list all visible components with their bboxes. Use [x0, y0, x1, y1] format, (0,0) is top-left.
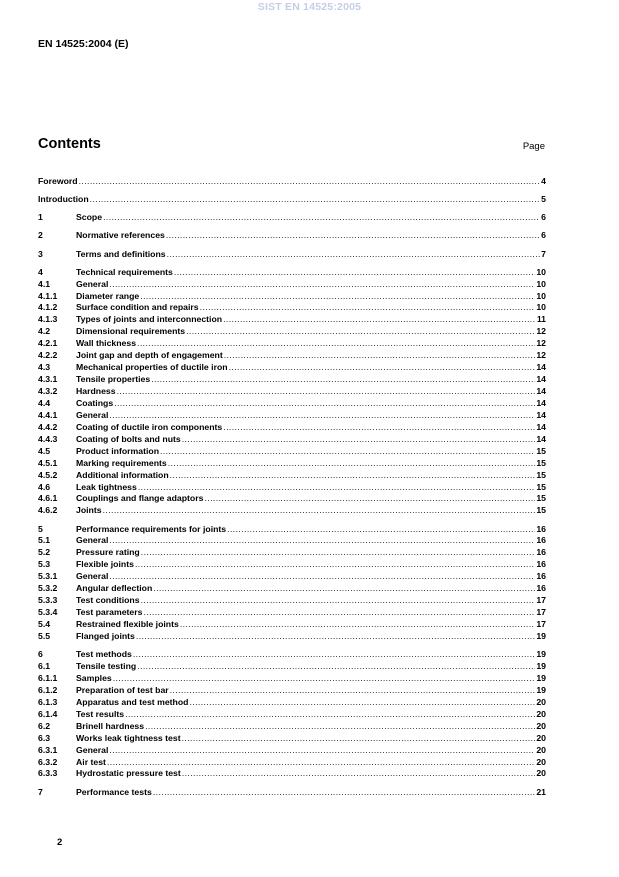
dot-leader [109, 535, 535, 547]
toc-entry[interactable] [38, 733, 546, 745]
dot-leader [224, 350, 536, 362]
table-of-contents [38, 176, 546, 799]
toc-entry-title: General [76, 571, 109, 582]
toc-entry-title: Couplings and flange adaptors [76, 493, 204, 504]
toc-entry-page: 16 [536, 583, 546, 594]
toc-entry-title: Test results [76, 708, 125, 719]
dot-leader [200, 302, 536, 314]
toc-entry-number: 4.2 [38, 326, 51, 337]
toc-entry[interactable] [38, 398, 546, 410]
toc-entry-number: 4.3.1 [38, 374, 58, 385]
toc-entry-page: 16 [536, 571, 546, 582]
toc-entry-title: Test methods [76, 649, 132, 660]
dot-leader [204, 493, 535, 505]
toc-entry-page: 7 [541, 248, 546, 259]
toc-entry[interactable] [38, 768, 546, 780]
dot-leader [227, 524, 535, 536]
toc-entry-title: Tensile testing [76, 661, 137, 671]
toc-entry[interactable] [38, 685, 546, 697]
toc-entry-page: 14 [536, 374, 546, 385]
toc-entry-number: 5.4 [38, 619, 51, 629]
toc-entry-page: 16 [536, 547, 546, 558]
toc-entry-page: 20 [536, 732, 546, 743]
toc-entry-page: 15 [536, 505, 546, 516]
toc-entry-title: Flexible joints [76, 559, 134, 570]
toc-entry-number: 2 [38, 230, 43, 241]
toc-entry-page: 16 [536, 559, 546, 570]
dot-leader [143, 607, 535, 619]
dot-leader [136, 631, 535, 643]
toc-entry-page: 14 [536, 421, 546, 432]
dot-leader [113, 673, 536, 685]
toc-entry-page: 21 [536, 786, 546, 797]
toc-entry[interactable] [38, 571, 546, 583]
toc-entry-page: 20 [536, 720, 546, 731]
dot-leader [140, 291, 535, 303]
toc-entry-page: 6 [541, 212, 546, 223]
toc-entry[interactable] [38, 757, 546, 769]
toc-entry-title: Samples [76, 672, 112, 683]
toc-entry-title: Terms and definitions [76, 248, 166, 259]
toc-entry[interactable] [38, 212, 546, 224]
toc-entry-page: 15 [536, 445, 546, 456]
dot-leader [174, 267, 535, 279]
toc-entry-page: 12 [536, 350, 546, 361]
toc-entry-page: 10 [536, 302, 546, 313]
toc-entry[interactable] [38, 446, 546, 458]
toc-entry-page: 14 [536, 397, 546, 408]
toc-entry-number: 6.1.1 [38, 672, 58, 683]
toc-entry[interactable] [38, 493, 546, 505]
dot-leader [182, 733, 536, 745]
dot-leader [117, 386, 536, 398]
toc-entry[interactable] [38, 559, 546, 571]
toc-entry-title: Flanged joints [76, 630, 135, 641]
dot-leader [125, 709, 535, 721]
toc-entry-number: 4.4.3 [38, 433, 58, 444]
dot-leader [160, 446, 535, 458]
toc-entry-number: 5.3 [38, 559, 51, 570]
dot-leader [189, 697, 535, 709]
toc-entry-title: Surface condition and repairs [76, 302, 199, 313]
toc-entry[interactable] [38, 649, 546, 661]
toc-entry-page: 10 [536, 278, 546, 289]
toc-entry-title: Marking requirements [76, 457, 167, 468]
dot-leader [109, 410, 535, 422]
toc-entry-page: 4 [541, 176, 546, 186]
toc-entry[interactable] [38, 326, 546, 338]
toc-entry-number: 4.1.1 [38, 290, 58, 301]
toc-entry-page: 20 [536, 708, 546, 719]
toc-entry-title: Leak tightness [76, 481, 137, 492]
toc-entry-title: Tensile properties [76, 374, 151, 385]
toc-entry[interactable] [38, 673, 546, 685]
toc-entry-title: Test conditions [76, 595, 140, 606]
dot-leader [103, 505, 536, 517]
dot-leader [109, 571, 535, 583]
toc-entry[interactable] [38, 194, 546, 206]
toc-entry[interactable] [38, 434, 546, 446]
toc-entry-number: 4.2.1 [38, 338, 58, 349]
dot-leader [151, 374, 535, 386]
toc-entry-number: 6.3.3 [38, 768, 58, 779]
toc-entry-title: Hydrostatic pressure test [76, 768, 181, 779]
toc-entry-number: 4 [38, 266, 43, 277]
toc-entry-page: 15 [536, 457, 546, 468]
toc-entry[interactable] [38, 279, 546, 291]
toc-entry-number: 6.1.2 [38, 684, 58, 695]
toc-entry[interactable] [38, 249, 546, 261]
toc-entry-title: Preparation of test bar [76, 684, 169, 695]
toc-entry[interactable] [38, 721, 546, 733]
toc-entry-number: 1 [38, 212, 43, 223]
dot-leader [180, 619, 535, 631]
toc-entry-page: 14 [536, 386, 546, 396]
toc-entry[interactable] [38, 745, 546, 757]
toc-entry-page: 19 [536, 684, 546, 695]
toc-entry-title: Brinell hardness [76, 720, 145, 731]
toc-entry-number: 4.4.2 [38, 421, 58, 432]
toc-entry-number: 6.1 [38, 661, 51, 671]
toc-entry-number: 5.3.4 [38, 607, 58, 618]
dot-leader [223, 422, 535, 434]
toc-entry-number: 4.4 [38, 397, 51, 408]
toc-entry-title: Coating of ductile iron components [76, 421, 223, 432]
toc-entry[interactable] [38, 374, 546, 386]
dot-leader [167, 249, 541, 261]
toc-entry[interactable] [38, 524, 546, 536]
dot-leader [109, 745, 535, 757]
dot-leader [141, 595, 536, 607]
toc-entry-title: Scope [76, 212, 103, 223]
dot-leader [79, 176, 541, 188]
toc-entry-title: Performance tests [76, 786, 152, 797]
toc-entry-page: 12 [536, 326, 546, 337]
toc-entry-page: 10 [536, 290, 546, 301]
toc-entry-number: 6.3.1 [38, 744, 58, 755]
toc-entry-title: Joint gap and depth of engagement [76, 350, 223, 361]
dot-leader [153, 583, 535, 595]
toc-entry-number: 6.2 [38, 720, 51, 731]
toc-entry-title: Coating of bolts and nuts [76, 433, 181, 444]
toc-entry-title: Normative references [76, 230, 165, 241]
toc-entry-title: Mechanical properties of ductile iron [76, 362, 228, 373]
toc-entry[interactable] [38, 583, 546, 595]
toc-entry-page: 20 [536, 756, 546, 767]
toc-entry-page: 15 [536, 469, 546, 480]
dot-leader [170, 685, 536, 697]
toc-entry[interactable] [38, 505, 546, 517]
toc-entry[interactable] [38, 619, 546, 631]
toc-entry-number: 5.3.2 [38, 583, 58, 594]
toc-entry-page: 16 [536, 523, 546, 534]
toc-entry[interactable] [38, 697, 546, 709]
toc-entry-number: 4.6.1 [38, 493, 58, 504]
dot-leader [166, 230, 540, 242]
document-id: EN 14525:2004 (E) [38, 38, 129, 50]
toc-entry-page: 15 [536, 493, 546, 504]
toc-entry[interactable] [38, 362, 546, 374]
page-column-label: Page [522, 141, 545, 152]
toc-entry[interactable] [38, 595, 546, 607]
toc-entry-page: 19 [536, 672, 546, 683]
toc-entry[interactable] [38, 267, 546, 279]
toc-entry-page: 10 [536, 266, 546, 277]
toc-entry-title: Test parameters [76, 607, 143, 618]
toc-entry-number: 6.1.4 [38, 708, 58, 719]
toc-entry-number: 4.2.2 [38, 350, 58, 361]
toc-entry-title: Apparatus and test method [76, 696, 189, 707]
toc-entry-title: Foreword [38, 176, 78, 186]
toc-entry[interactable] [38, 535, 546, 547]
toc-entry[interactable] [38, 422, 546, 434]
toc-entry[interactable] [38, 547, 546, 559]
toc-entry[interactable] [38, 607, 546, 619]
dot-leader [153, 787, 536, 799]
toc-entry-page: 14 [536, 433, 546, 444]
toc-entry-title: Dimensional requirements [76, 326, 186, 337]
toc-entry-title: Works leak tightness test [76, 732, 181, 743]
dot-leader [145, 721, 535, 733]
toc-entry-number: 4.1.3 [38, 314, 58, 325]
toc-entry-page: 17 [536, 595, 546, 606]
dot-leader [186, 326, 535, 338]
toc-entry-title: Product information [76, 445, 160, 456]
toc-entry-title: Angular deflection [76, 583, 153, 594]
watermark: SIST EN 14525:2005 [257, 1, 362, 13]
toc-entry-title: Air test [76, 756, 106, 767]
toc-entry-title: Performance requirements for joints [76, 523, 227, 534]
dot-leader [90, 194, 540, 206]
toc-entry[interactable] [38, 386, 546, 398]
toc-entry-page: 19 [536, 649, 546, 660]
dot-leader [141, 547, 536, 559]
dot-leader [103, 212, 540, 224]
toc-entry[interactable] [38, 350, 546, 362]
toc-entry-page: 11 [536, 314, 546, 325]
toc-entry-page: 15 [536, 481, 546, 492]
toc-entry-page: 6 [541, 230, 546, 241]
dot-leader [170, 470, 536, 482]
toc-entry-page: 5 [541, 194, 546, 205]
toc-entry-page: 16 [536, 535, 546, 546]
toc-entry[interactable] [38, 230, 546, 242]
page-title: Contents [38, 136, 101, 152]
toc-entry-number: 4.5 [38, 445, 51, 456]
toc-entry[interactable] [38, 470, 546, 482]
toc-entry-number: 4.5.1 [38, 457, 58, 468]
toc-entry[interactable] [38, 709, 546, 721]
toc-entry-title: Diameter range [76, 290, 140, 301]
toc-entry[interactable] [38, 661, 546, 673]
toc-entry-number: 6.3 [38, 732, 51, 743]
toc-entry-number: 6.1.3 [38, 696, 58, 707]
toc-entry-title: Coatings [76, 397, 114, 408]
toc-entry[interactable] [38, 482, 546, 494]
toc-entry-number: 5.2 [38, 547, 51, 558]
toc-entry-number: 3 [38, 248, 43, 259]
toc-entry-title: Additional information [76, 469, 169, 480]
toc-entry-title: Types of joints and interconnection [76, 314, 223, 325]
toc-entry-title: General [76, 535, 109, 546]
dot-leader [107, 757, 535, 769]
toc-entry-number: 7 [38, 786, 43, 797]
toc-entry[interactable] [38, 314, 546, 326]
toc-entry-number: 4.6 [38, 481, 51, 492]
toc-entry[interactable] [38, 302, 546, 314]
toc-entry-page: 17 [536, 619, 546, 629]
toc-entry-number: 5.3.1 [38, 571, 58, 582]
toc-entry-number: 4.6.2 [38, 505, 58, 516]
toc-entry-number: 4.3 [38, 362, 51, 373]
toc-entry-title: General [76, 409, 109, 420]
dot-leader [229, 362, 536, 374]
toc-entry-page: 20 [536, 768, 546, 779]
toc-entry-title: General [76, 278, 109, 289]
dot-leader [133, 649, 535, 661]
toc-entry-number: 6 [38, 649, 43, 660]
toc-entry-page: 14 [536, 362, 546, 373]
toc-entry-number: 5.5 [38, 630, 51, 641]
dot-leader [137, 661, 535, 673]
toc-entry-title: Introduction [38, 194, 89, 205]
dot-leader [114, 398, 535, 410]
dot-leader [168, 458, 536, 470]
page-number: 2 [57, 837, 63, 848]
toc-entry-page: 20 [536, 696, 546, 707]
dot-leader [135, 559, 535, 571]
toc-entry-number: 5.3.3 [38, 595, 58, 606]
toc-entry-number: 4.1 [38, 278, 51, 289]
dot-leader [109, 279, 535, 291]
toc-entry[interactable] [38, 176, 546, 188]
toc-entry[interactable] [38, 458, 546, 470]
toc-entry-title: Hardness [76, 386, 116, 396]
toc-entry-page: 20 [536, 744, 546, 755]
toc-entry-number: 4.5.2 [38, 469, 58, 480]
toc-entry-title: Technical requirements [76, 266, 173, 277]
toc-entry-title: Wall thickness [76, 338, 137, 349]
toc-entry[interactable] [38, 291, 546, 303]
toc-entry-page: 12 [536, 338, 546, 349]
toc-entry-page: 14 [536, 409, 546, 420]
toc-entry-number: 4.3.2 [38, 386, 58, 396]
toc-entry-number: 5 [38, 523, 43, 534]
toc-entry-title: Pressure rating [76, 547, 140, 558]
toc-entry[interactable] [38, 410, 546, 422]
toc-entry-title: Restrained flexible joints [76, 619, 179, 629]
dot-leader [182, 434, 536, 446]
toc-entry-number: 6.3.2 [38, 756, 58, 767]
toc-entry-page: 17 [536, 607, 546, 618]
toc-entry-title: Joints [76, 505, 102, 516]
dot-leader [182, 768, 536, 780]
toc-entry[interactable] [38, 787, 546, 799]
dot-leader [223, 314, 536, 326]
dot-leader [137, 338, 535, 350]
toc-entry-number: 4.1.2 [38, 302, 58, 313]
toc-entry-page: 19 [536, 661, 546, 671]
toc-entry-title: General [76, 744, 109, 755]
toc-entry[interactable] [38, 631, 546, 643]
toc-entry-page: 19 [536, 630, 546, 641]
toc-entry[interactable] [38, 338, 546, 350]
dot-leader [138, 482, 535, 494]
toc-entry-number: 4.4.1 [38, 409, 58, 420]
toc-entry-number: 5.1 [38, 535, 51, 546]
